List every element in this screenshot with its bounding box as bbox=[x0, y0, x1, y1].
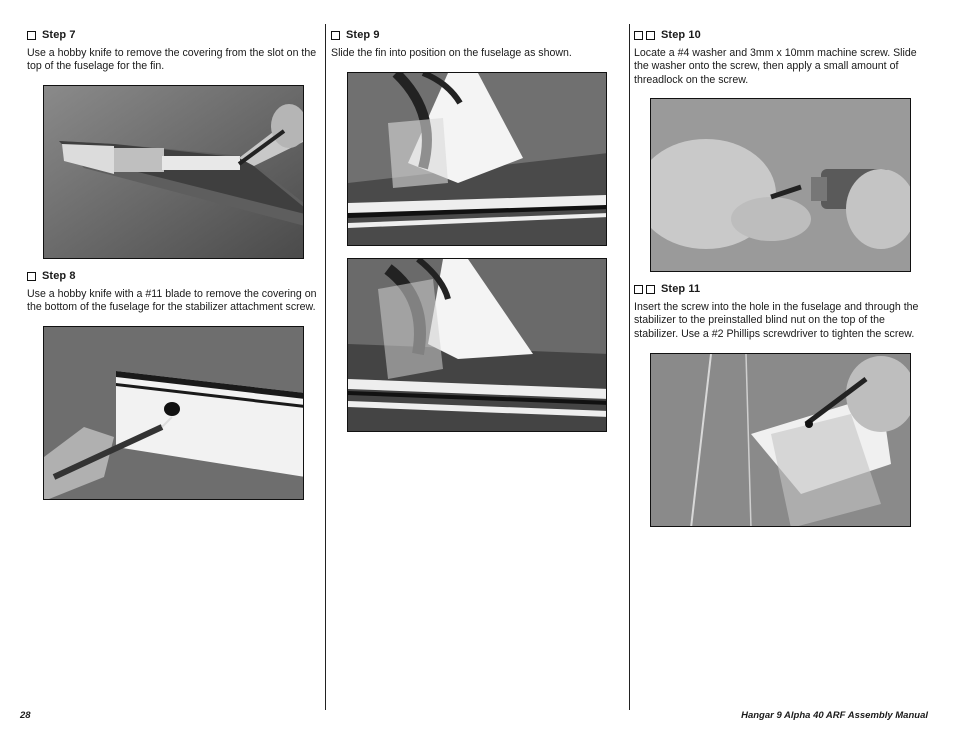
column-divider-2 bbox=[629, 24, 630, 710]
step-10-heading bbox=[634, 28, 926, 42]
step-11 bbox=[634, 282, 926, 341]
step-11-photo bbox=[650, 353, 911, 527]
step-10-instructions: Locate a #4 washer and 3mm x 10mm machine screw. Slide the washer onto the screw, then apply a small amount of threadlock on the screw. bbox=[634, 47, 917, 86]
step-9-instructions: Slide the fin into position on the fuselage as shown. bbox=[331, 47, 572, 59]
step-11-instructions: Insert the screw into the hole in the fuselage and through the stabilizer to the preinstalled blind nut on the top of the stabilizer. Use a #2 Phillips screwdriver to tighten the screw. bbox=[634, 301, 919, 340]
step-11-title: Step 11 bbox=[661, 283, 701, 295]
step-10-photo bbox=[650, 98, 911, 272]
step-10 bbox=[634, 28, 926, 87]
step-9-photo-top bbox=[347, 72, 607, 246]
step-10-checkbox-1[interactable] bbox=[634, 31, 643, 40]
step-7-photo bbox=[43, 85, 304, 259]
step-8-photo bbox=[43, 326, 304, 500]
step-8-checkbox[interactable] bbox=[27, 272, 36, 281]
step-8 bbox=[27, 269, 319, 315]
step-7-checkbox[interactable] bbox=[27, 31, 36, 40]
page-number: 28 bbox=[20, 710, 31, 721]
step-7-instructions: Use a hobby knife to remove the covering from the slot on the top of the fuselage for the fin. bbox=[27, 47, 317, 73]
step-11-checkbox-2[interactable] bbox=[646, 285, 655, 294]
column-divider-1 bbox=[325, 24, 326, 710]
step-8-heading bbox=[27, 269, 319, 283]
step-7-heading bbox=[27, 28, 317, 42]
step-7 bbox=[27, 28, 317, 74]
step-9-photo-bottom bbox=[347, 258, 607, 432]
step-10-checkbox-2[interactable] bbox=[646, 31, 655, 40]
manual-title: Hangar 9 Alpha 40 ARF Assembly Manual bbox=[741, 710, 928, 721]
step-8-instructions: Use a hobby knife with a #11 blade to remove the covering on the bottom of the fuselage for the stabilizer attachment screw. bbox=[27, 288, 317, 314]
step-9 bbox=[331, 28, 621, 60]
step-10-title: Step 10 bbox=[661, 29, 701, 41]
step-11-checkbox-1[interactable] bbox=[634, 285, 643, 294]
step-9-checkbox[interactable] bbox=[331, 31, 340, 40]
step-9-heading bbox=[331, 28, 621, 42]
step-9-title: Step 9 bbox=[346, 29, 380, 41]
step-11-heading bbox=[634, 282, 926, 296]
step-7-title: Step 7 bbox=[42, 29, 76, 41]
step-8-title: Step 8 bbox=[42, 270, 76, 282]
